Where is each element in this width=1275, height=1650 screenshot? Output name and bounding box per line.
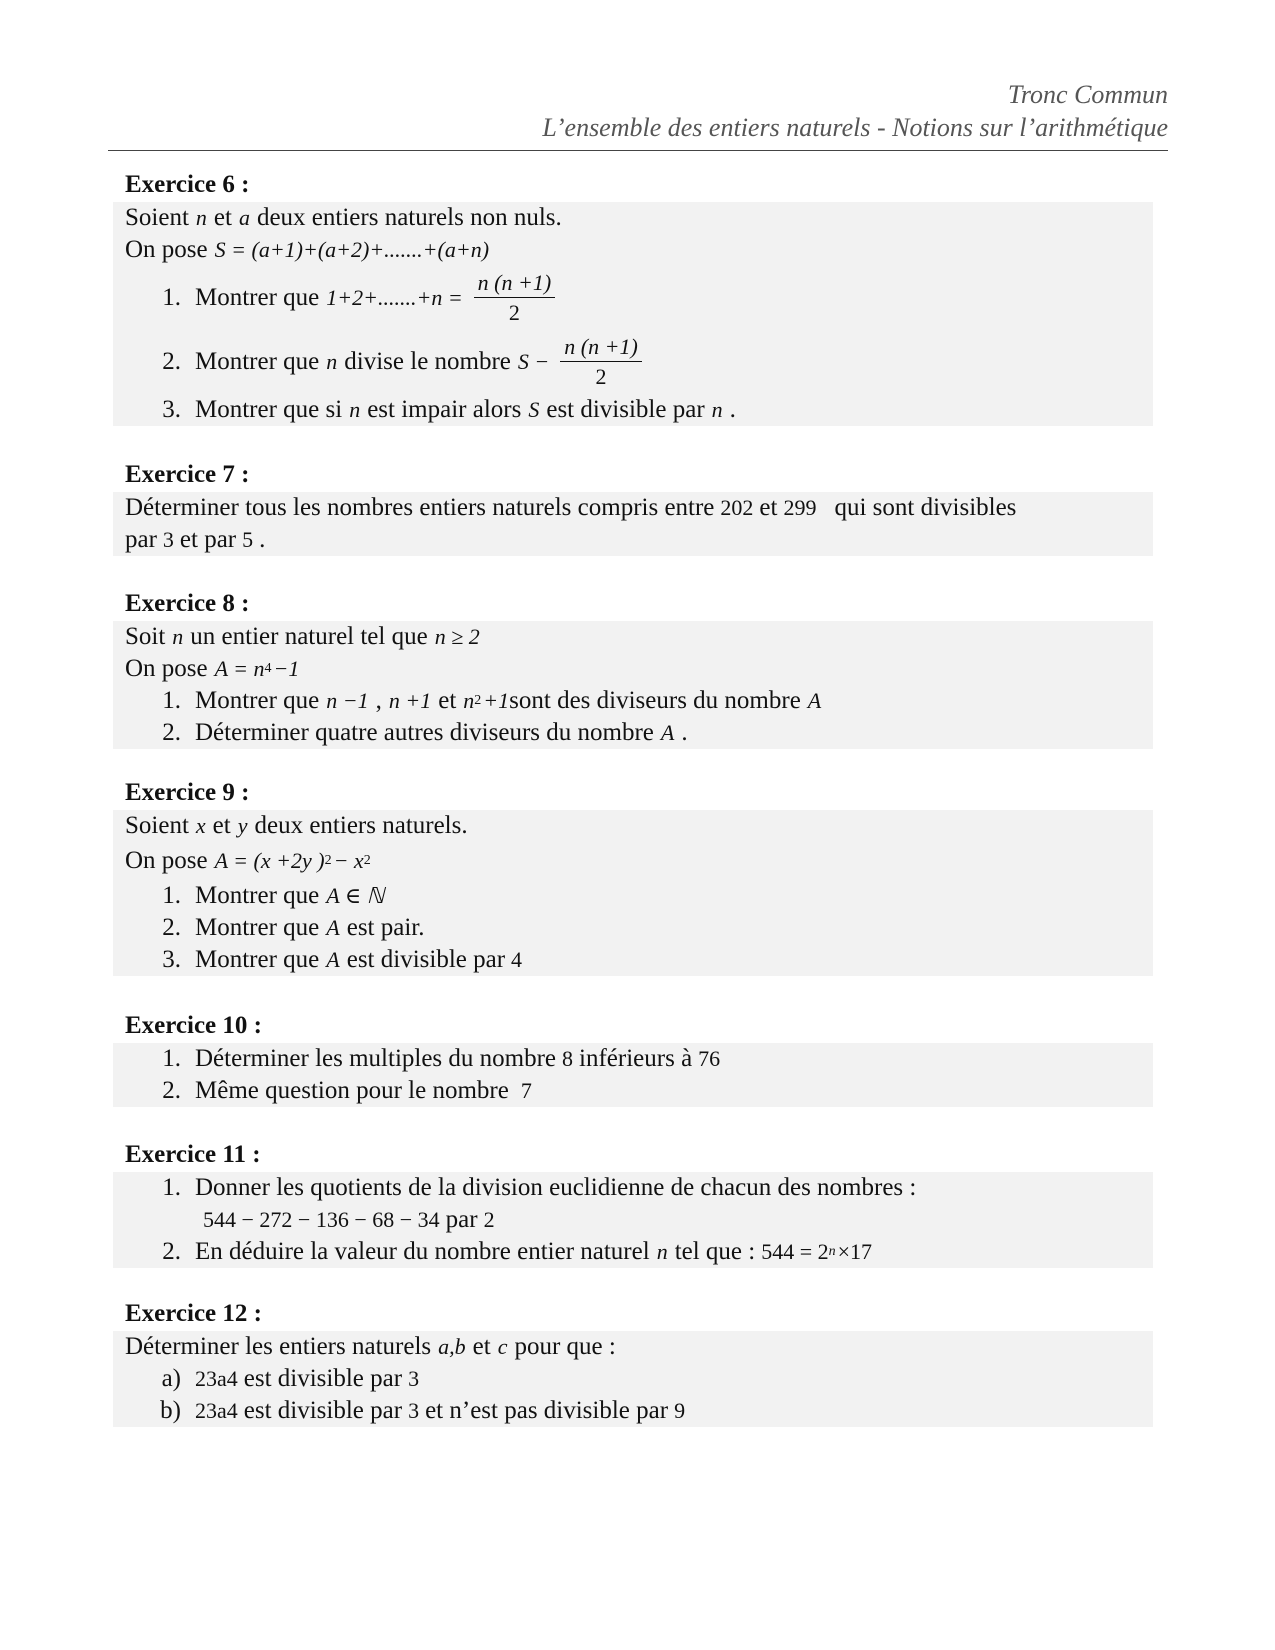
question-line: [125, 1363, 1141, 1395]
statement-line: [125, 524, 1141, 556]
text: deux entiers naturels.: [254, 812, 468, 839]
exponent: 4: [264, 661, 272, 676]
math: n −1: [326, 688, 369, 713]
math: 9: [674, 1398, 686, 1423]
exercise-title: Exercice 8 :: [125, 590, 250, 617]
statement-line: [125, 1331, 1141, 1363]
math: S = (a+1)+(a+2)+.......+(a+n): [214, 237, 490, 262]
header-chapter: L’ensemble des entiers naturels - Notions sur l’arithmétique: [542, 113, 1168, 142]
text: divise le nombre: [344, 348, 511, 375]
question-line: [125, 1075, 1141, 1107]
question-line: [125, 717, 1141, 749]
fraction: [474, 270, 556, 326]
text: Déterminer tous les nombres entiers naturels compris entre: [125, 494, 715, 521]
header-divider: [108, 150, 1168, 151]
math: n: [195, 205, 207, 230]
text: Montrer que: [195, 284, 320, 311]
question-number: 2.: [162, 719, 181, 746]
math: −1: [273, 656, 300, 681]
question-line: [125, 1043, 1141, 1075]
question-line: [125, 1236, 1141, 1268]
text: tel que :: [674, 1238, 756, 1265]
text: et: [438, 687, 457, 714]
text: par: [445, 1206, 478, 1233]
text: Soient: [125, 812, 189, 839]
text: Déterminer les entiers naturels: [125, 1333, 432, 1360]
math: 202: [720, 495, 754, 520]
math: c: [497, 1334, 508, 1359]
exercise-7: [113, 458, 1153, 556]
text: Montrer que: [195, 687, 320, 714]
page-header: [108, 78, 1168, 144]
question-number: 2.: [162, 348, 181, 375]
text: Montrer que si: [195, 396, 343, 423]
math: n: [349, 397, 361, 422]
math: 7: [520, 1078, 532, 1103]
fraction-denominator: 2: [595, 364, 607, 389]
question-line: [125, 1172, 1141, 1204]
math: 299: [783, 495, 817, 520]
math: A: [326, 947, 340, 972]
math: a: [238, 205, 250, 230]
text: Déterminer quatre autres diviseurs du nombre: [195, 719, 654, 746]
question-number: 2.: [162, 1077, 181, 1104]
text: et par: [179, 526, 237, 553]
question-number: 2.: [162, 914, 181, 941]
exercise-8: [113, 587, 1153, 749]
text: et: [213, 204, 232, 231]
question-line: [125, 1395, 1141, 1427]
statement-line: [125, 810, 1141, 842]
text: Donner les quotients de la division euclidienne de chacun des nombres :: [195, 1174, 917, 1201]
math: +1: [483, 688, 510, 713]
text: deux entiers naturels non nuls.: [256, 204, 562, 231]
math: a,b: [438, 1334, 466, 1359]
statement-line: [125, 653, 1141, 685]
math: 1+2+.......+n =: [326, 285, 463, 310]
question-number: 2.: [162, 1238, 181, 1265]
text: pour que :: [514, 1333, 616, 1360]
math: n: [172, 624, 184, 649]
math: 5: [242, 527, 254, 552]
text: Montrer que: [195, 882, 320, 909]
math: A: [326, 915, 340, 940]
math: x: [195, 813, 206, 838]
statement-line: [125, 621, 1141, 653]
question-number: 1.: [162, 1045, 181, 1072]
math: A ∈ ℕ: [326, 883, 385, 908]
exponent: 2: [474, 693, 482, 708]
exponent: 2: [324, 853, 332, 868]
math: 3: [162, 527, 174, 552]
text: Soit: [125, 623, 166, 650]
math: 544 = 2: [761, 1239, 829, 1264]
statement-line: [125, 234, 1141, 266]
question-line: [125, 880, 1141, 912]
math: A: [807, 688, 822, 713]
text: et n’est pas divisible par: [425, 1397, 669, 1424]
exponent: 2: [363, 853, 371, 868]
text: En déduire la valeur du nombre entier naturel: [195, 1238, 650, 1265]
exercise-body: [113, 202, 1153, 426]
math: 3: [408, 1366, 420, 1391]
exercise-body: [113, 1172, 1153, 1268]
text: par: [125, 526, 157, 553]
exercise-11: [113, 1138, 1153, 1268]
question-number: 1.: [162, 1174, 181, 1201]
question-number: b): [160, 1397, 181, 1424]
exercise-6: [113, 168, 1153, 426]
text: Montrer que: [195, 914, 320, 941]
text: est divisible par: [346, 946, 506, 973]
exercise-10: [113, 1009, 1153, 1107]
text: .: [259, 526, 266, 553]
text: Montrer que: [195, 348, 320, 375]
text: Soient: [125, 204, 189, 231]
text: est pair.: [346, 914, 425, 941]
math: A = (x +2y ): [214, 848, 325, 873]
fraction-denominator: 2: [508, 300, 520, 325]
question-continuation: [125, 1204, 1141, 1236]
text: ,: [375, 687, 382, 714]
exercise-title: Exercice 11 :: [125, 1141, 261, 1168]
text: sont des diviseurs du nombre: [509, 687, 801, 714]
exercise-title: Exercice 12 :: [125, 1300, 262, 1327]
text: On pose: [125, 847, 208, 874]
text: Montrer que: [195, 946, 320, 973]
question-line: [125, 266, 1141, 330]
question-number: 1.: [162, 882, 181, 909]
math: n: [463, 688, 475, 713]
text: Même question pour le nombre: [195, 1077, 509, 1104]
exercise-title: Exercice 10 :: [125, 1012, 262, 1039]
fraction-numerator: n (n +1): [474, 270, 556, 298]
math: n: [326, 349, 338, 374]
exercise-body: [113, 1043, 1153, 1107]
text: et: [472, 1333, 491, 1360]
exercise-title: Exercice 7 :: [125, 461, 250, 488]
math: 8: [562, 1046, 574, 1071]
question-line: [125, 944, 1141, 976]
exercise-title: Exercice 9 :: [125, 779, 250, 806]
question-line: [125, 330, 1141, 394]
question-number: 3.: [162, 946, 181, 973]
text: est divisible par: [243, 1397, 403, 1424]
math: 23a4: [195, 1398, 238, 1423]
math: A = n: [214, 656, 265, 681]
question-line: [125, 685, 1141, 717]
question-number: 1.: [162, 687, 181, 714]
text: .: [729, 396, 736, 423]
exponent: n: [828, 1244, 836, 1259]
text: et: [759, 494, 778, 521]
text: est divisible par: [546, 396, 705, 423]
statement-line: [125, 492, 1141, 524]
question-number: a): [161, 1365, 181, 1392]
exercise-body: [113, 810, 1153, 976]
text: Déterminer les multiples du nombre: [195, 1045, 557, 1072]
text: qui sont divisibles: [834, 494, 1017, 521]
math: 4: [511, 947, 523, 972]
text: est divisible par: [243, 1365, 403, 1392]
exercise-title: Exercice 6 :: [125, 171, 250, 198]
statement-line: [125, 202, 1141, 234]
text: est impair alors: [367, 396, 522, 423]
math: 76: [698, 1046, 721, 1071]
text: un entier naturel tel que: [190, 623, 428, 650]
math: 2: [483, 1207, 495, 1232]
math: 544 − 272 − 136 − 68 − 34: [203, 1207, 440, 1232]
math: 23a4: [195, 1366, 238, 1391]
exercise-body: [113, 1331, 1153, 1427]
text: On pose: [125, 236, 208, 263]
math: − x: [333, 848, 364, 873]
fraction: [560, 334, 642, 390]
text: inférieurs à: [579, 1045, 693, 1072]
exercise-12: [113, 1297, 1153, 1427]
exercise-body: [113, 492, 1153, 556]
math: S −: [517, 349, 550, 374]
question-line: [125, 394, 1141, 426]
math: ×17: [837, 1239, 873, 1264]
math: 3: [408, 1398, 420, 1423]
question-number: 3.: [162, 396, 181, 423]
math: n: [711, 397, 723, 422]
fraction-numerator: n (n +1): [560, 334, 642, 362]
text: On pose: [125, 655, 208, 682]
question-number: 1.: [162, 284, 181, 311]
question-line: [125, 912, 1141, 944]
statement-line: [125, 842, 1141, 880]
math: A: [660, 720, 675, 745]
exercise-9: [113, 776, 1153, 976]
math: S: [528, 397, 540, 422]
text: .: [681, 719, 688, 746]
math: n: [656, 1239, 668, 1264]
math: n ≥ 2: [434, 624, 480, 649]
text: et: [212, 812, 231, 839]
exercise-body: [113, 621, 1153, 749]
header-course: Tronc Commun: [1007, 80, 1168, 109]
math: y: [237, 813, 248, 838]
math: n +1: [388, 688, 432, 713]
